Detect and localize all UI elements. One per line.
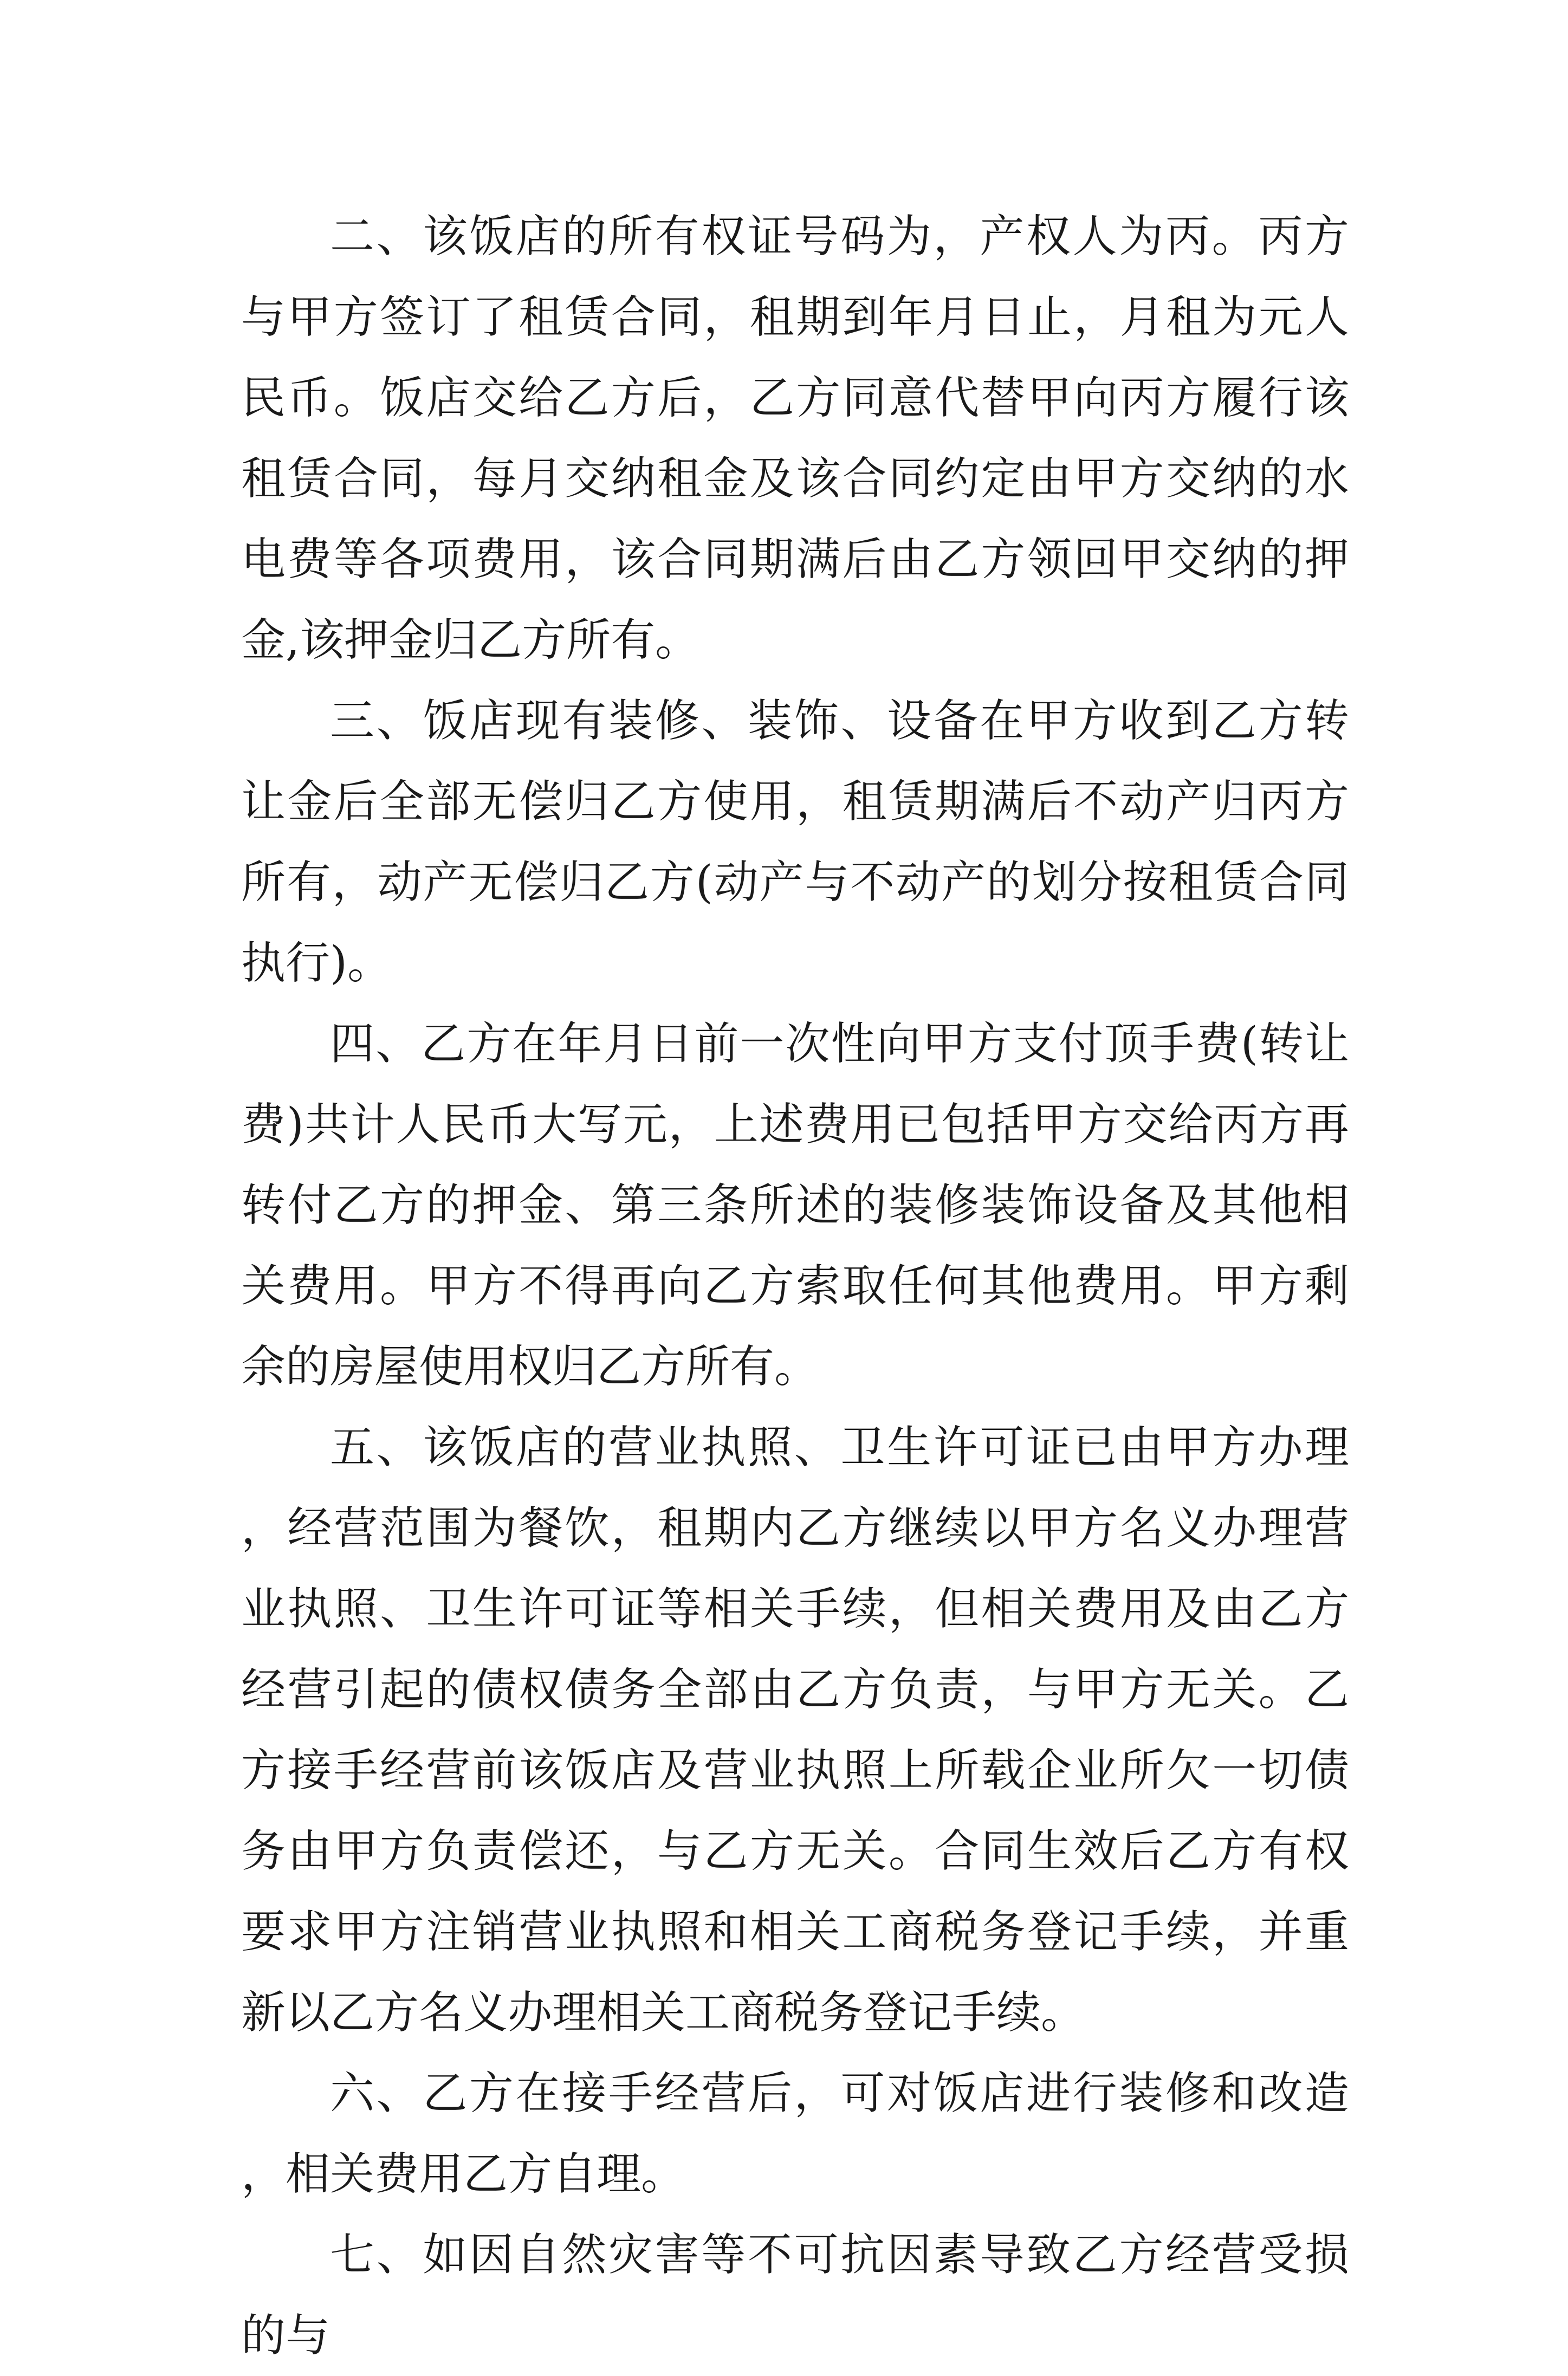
clause-6-paragraph: 六、乙方在接手经营后，可对饭店进行装修和改造，相关费用乙方自理。 <box>241 2068 1349 2200</box>
document-body <box>241 196 1349 2376</box>
clause-4-paragraph: 四、乙方在年月日前一次性向甲方支付顶手费(转让费)共计人民币大写元，上述费用已包括甲方交给丙方再转付乙方的押金、第三条所述的装修装饰设备及其他相关费用。甲方不得再向乙方索取任何其他费用。甲方剩余的房屋使用权归乙方所有。 <box>241 1018 1349 1393</box>
clause-2-paragraph: 二、该饭店的所有权证号码为，产权人为丙。丙方与甲方签订了租赁合同，租期到年月日止，月租为元人民币。饭店交给乙方后，乙方同意代替甲向丙方履行该租赁合同，每月交纳租金及该合同约定由甲方交纳的水电费等各项费用，该合同期满后由乙方领回甲交纳的押金,该押金归乙方所有。 <box>241 211 1349 666</box>
clause-3-paragraph: 三、饭店现有装修、装饰、设备在甲方收到乙方转让金后全部无偿归乙方使用，租赁期满后不动产归丙方所有，动产无偿归乙方(动产与不动产的划分按租赁合同执行)。 <box>241 695 1349 989</box>
clause-5-paragraph: 五、该饭店的营业执照、卫生许可证已由甲方办理，经营范围为餐饮，租期内乙方继续以甲方名义办理营业执照、卫生许可证等相关手续，但相关费用及由乙方经营引起的债权债务全部由乙方负责，与甲方无关。乙方接手经营前该饭店及营业执照上所载企业所欠一切债务由甲方负责偿还，与乙方无关。合同生效后乙方有权要求甲方注销营业执照和相关工商税务登记手续，并重新以乙方名义办理相关工商税务登记手续。 <box>241 1422 1349 2038</box>
clause-7-paragraph: 七、如因自然灾害等不可抗因素导致乙方经营受损的与 <box>241 2229 1349 2361</box>
